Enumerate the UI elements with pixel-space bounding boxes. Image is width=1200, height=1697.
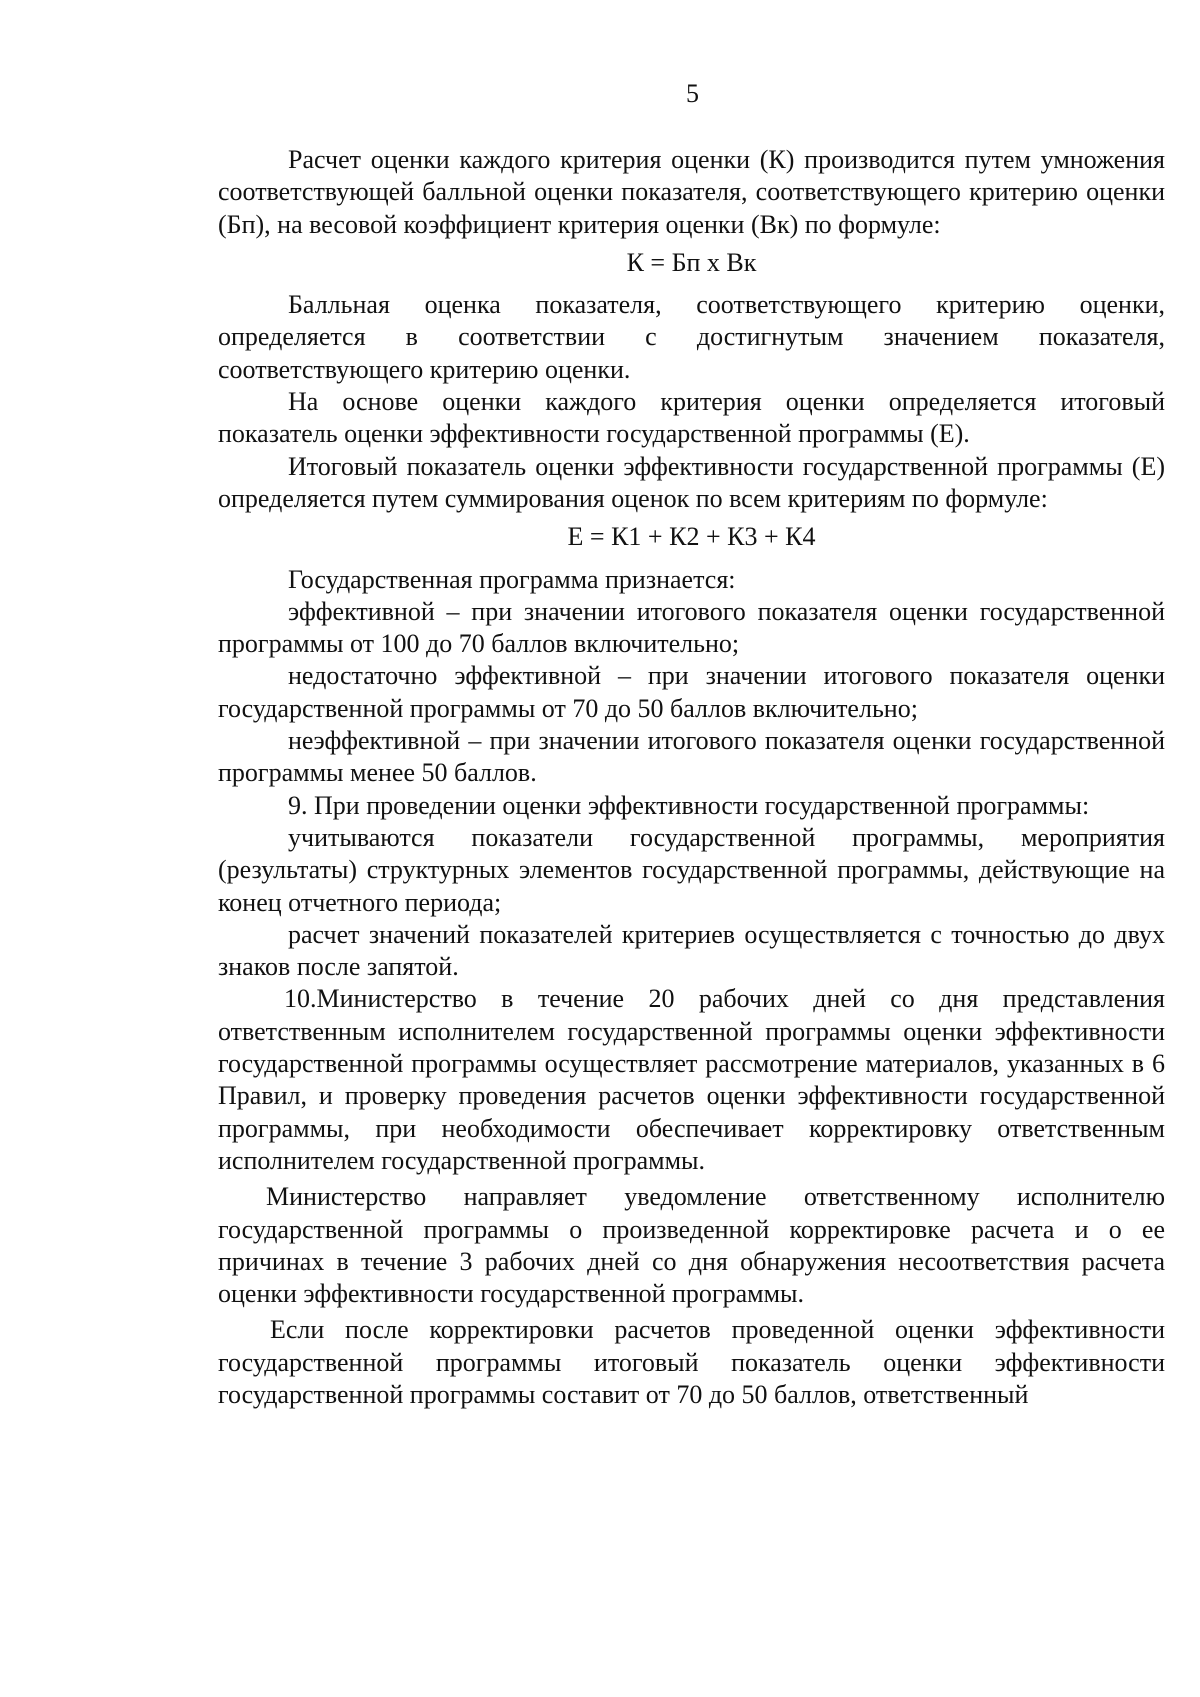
paragraph-after-correction: Если после корректировки расчетов проведенной оценки эффективности государственной программы итоговый показатель оценки эффективности государственной программы составит от 70 до 50 баллов, ответственный <box>218 1315 1165 1409</box>
paragraph-final-indicator-basis: На основе оценки каждого критерия оценки определяется итоговый показатель оценки эффективности государственной программы (Е). <box>218 387 1165 449</box>
paragraph-clause-10: 10.Министерство в течение 20 рабочих дней со дня представления ответственным исполнителем государственной программы оценки эффективности государственной программы осуществляет рассмотрение материалов, указанных в 6 Правил, и проверку проведения расчетов оценки эффективности государственной программы, при необходимости обеспечивает корректировку ответственным исполнителем государственной программы. <box>218 984 1165 1175</box>
formula-e: Е = К1 + К2 + К3 + К4 <box>567 522 816 552</box>
list-item-ineffective: неэффективной – при значении итогового показателя оценки государственной программы менее 50 баллов. <box>218 726 1165 788</box>
list-item-insufficiently-effective: недостаточно эффективной – при значении итогового показателя оценки государственной программы от 70 до 50 баллов включительно; <box>218 661 1165 723</box>
paragraph-final-indicator-sum: Итоговый показатель оценки эффективности государственной программы (Е) определяется путем суммирования оценок по всем критериям по формуле: <box>218 451 1165 513</box>
list-item-indicators-considered: учитываются показатели государственной программы, мероприятия (результаты) структурных элементов государственной программы, действующие на конец отчетного периода; <box>218 822 1165 917</box>
paragraph-criterion-calculation: Расчет оценки каждого критерия оценки (К) производится путем умножения соответствующей балльной оценки показателя, соответствующего критерию оценки (Бп), на весовой коэффициент критерия оценки (Вк) по формуле: <box>218 145 1165 239</box>
paragraph-program-recognized: Государственная программа признается: <box>288 564 736 594</box>
document-body <box>218 144 1165 1411</box>
page-number: 5 <box>686 79 699 108</box>
paragraph-point-score: Балльная оценка показателя, соответствующего критерию оценки, определяется в соответствии с достигнутым значением показателя, соответствующего критерию оценки. <box>218 290 1165 384</box>
paragraph-ministry-notification: Министерство направляет уведомление ответственному исполнителю государственной программы о произведенной корректировке расчета и о ее причинах в течение 3 рабочих дней со дня обнаружения несоответствия расчета оценки эффективности государственной программы. <box>218 1182 1165 1309</box>
paragraph-clause-9: 9. При проведении оценки эффективности государственной программы: <box>288 790 1090 820</box>
list-item-effective: эффективной – при значении итогового показателя оценки государственной программы от 100 до 70 баллов включительно; <box>218 596 1165 659</box>
list-item-precision: расчет значений показателей критериев осуществляется с точностью до двух знаков после запятой. <box>218 919 1165 982</box>
formula-k: К = Бп х Вк <box>626 247 757 277</box>
